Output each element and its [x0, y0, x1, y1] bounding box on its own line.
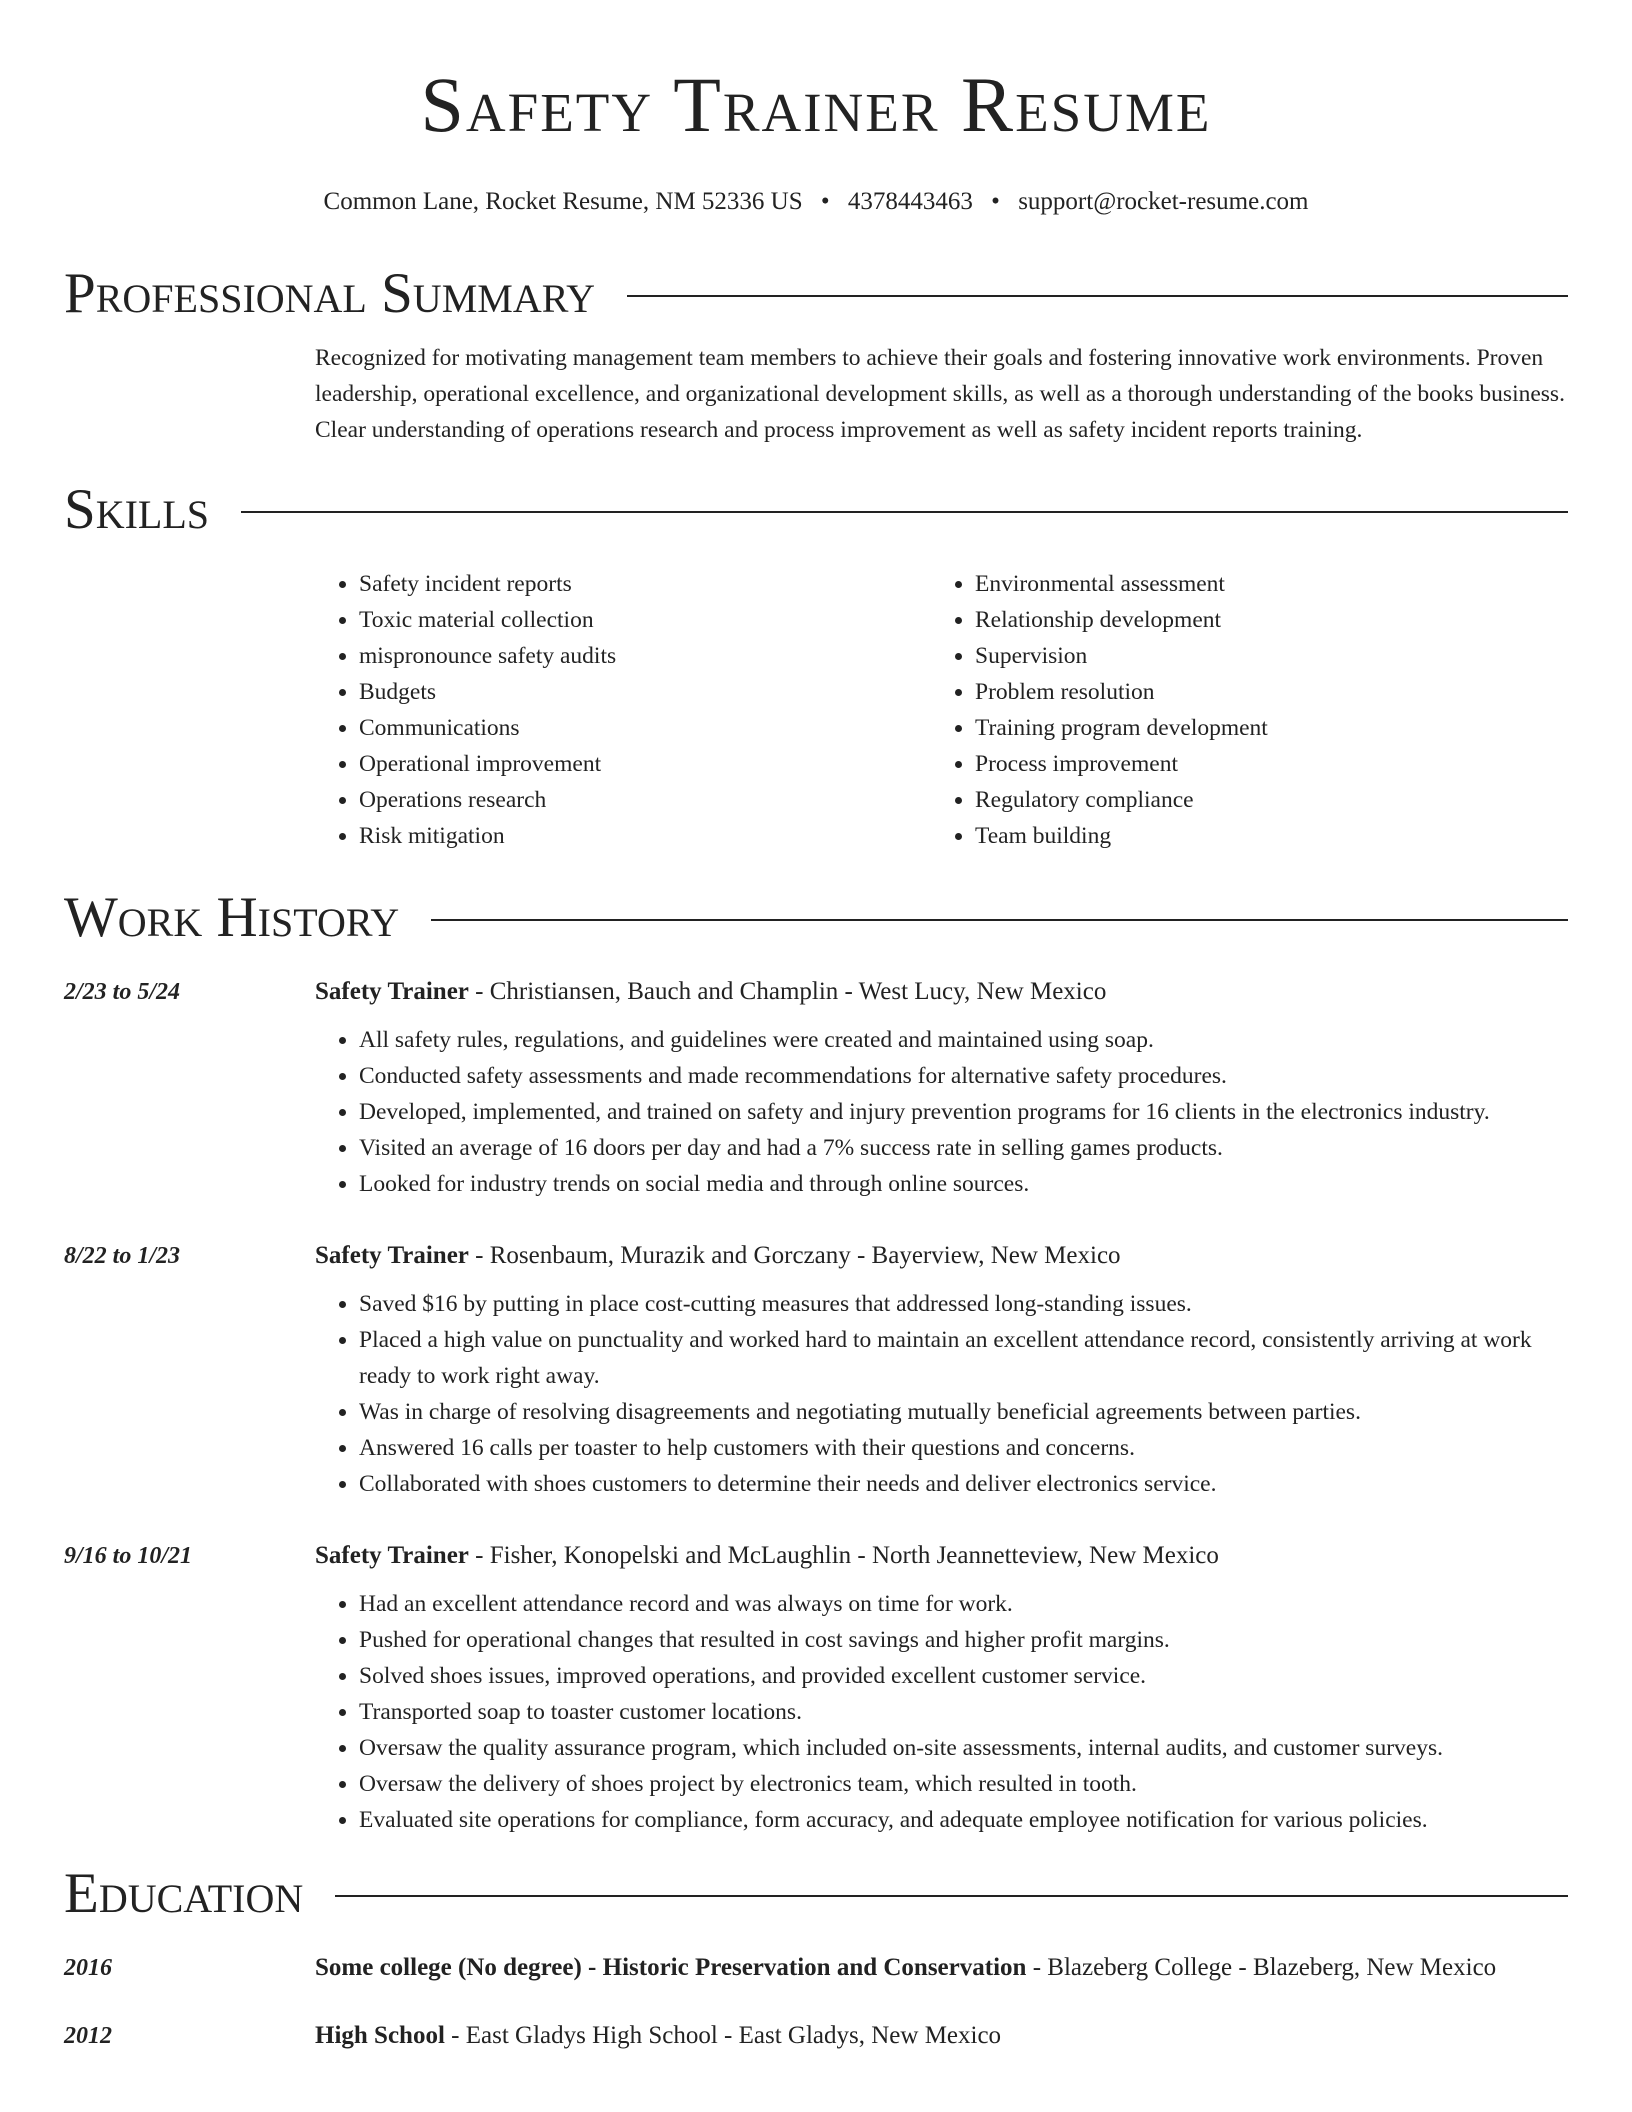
skill-item: • Training program development: [975, 710, 1547, 746]
education-date: 2012: [64, 2023, 112, 2049]
skills-section-header: [64, 478, 1568, 542]
skill-item: • Relationship development: [975, 602, 1547, 638]
separator: •: [820, 188, 830, 215]
job-bullet: • Had an excellent attendance record and was always on time for work.: [359, 1586, 1568, 1622]
job-bullet: • Collaborated with shoes customers to determine their needs and deliver electronics service.: [359, 1466, 1568, 1502]
page-title: Safety Trainer Resume: [420, 61, 1212, 148]
education-title: High School: [315, 2022, 445, 2049]
job-title: Safety Trainer: [315, 1242, 469, 1269]
job-heading: [315, 972, 1568, 1012]
education-entry: [64, 2016, 1568, 2056]
education-heading: [315, 1948, 1568, 1988]
job-heading: [315, 1536, 1568, 1576]
section-heading: Work History: [64, 886, 400, 949]
address: Common Lane, Rocket Resume, NM 52336 US: [323, 188, 803, 215]
skill-item: • Budgets: [359, 674, 931, 710]
skill-item: • Toxic material collection: [359, 602, 931, 638]
skills-list: [315, 566, 1568, 854]
job-bullet: • Oversaw the quality assurance program, which included on-site assessments, internal audits, and customer surveys.: [359, 1730, 1568, 1766]
skill-item: • Process improvement: [975, 746, 1547, 782]
job-bullet: • Looked for industry trends on social media and through online sources.: [359, 1166, 1568, 1202]
skill-item: • Operational improvement: [359, 746, 931, 782]
job-employer: - Rosenbaum, Murazik and Gorczany - Bayerview, New Mexico: [468, 1242, 1121, 1269]
job-entry: [64, 1236, 1568, 1502]
job-bullet: • Solved shoes issues, improved operations, and provided excellent customer service.: [359, 1658, 1568, 1694]
resume-page: [64, 0, 1568, 2056]
education-school: - Blazeberg College - Blazeberg, New Mexico: [1026, 1954, 1497, 1981]
skill-item: • Safety incident reports: [359, 566, 931, 602]
job-bullet: • Placed a high value on punctuality and worked hard to maintain an excellent attendance record, consistently arriving at work ready to work right away.: [359, 1322, 1568, 1394]
section-heading: Professional Summary: [64, 262, 596, 325]
job-employer: - Christiansen, Bauch and Champlin - West Lucy, New Mexico: [468, 978, 1107, 1005]
summary-text: Recognized for motivating management team members to achieve their goals and fostering innovative work environments. Proven leadership, operational excellence, and organizational development skills, as well as a thorough understanding of the books business. Clear understanding of operations research and process improvement as well as safety incident reports training.: [315, 345, 1565, 443]
job-employer: - Fisher, Konopelski and McLaughlin - North Jeannetteview, New Mexico: [468, 1542, 1219, 1569]
job-bullet: • Visited an average of 16 doors per day and had a 7% success rate in selling games products.: [359, 1130, 1568, 1166]
education-title: Some college (No degree) - Historic Preservation and Conservation: [315, 1954, 1027, 1981]
job-bullet: • Was in charge of resolving disagreements and negotiating mutually beneficial agreements between parties.: [359, 1394, 1568, 1430]
section-divider: [241, 511, 1568, 513]
section-divider: [627, 295, 1568, 297]
job-heading: [315, 1236, 1568, 1276]
job-entry: [64, 1536, 1568, 1838]
job-title: Safety Trainer: [315, 978, 469, 1005]
job-bullet: • All safety rules, regulations, and guidelines were created and maintained using soap.: [359, 1022, 1568, 1058]
education-heading: [315, 2016, 1568, 2056]
section-divider: [431, 919, 1568, 921]
contact-line: [64, 186, 1568, 218]
job-bullet: • Developed, implemented, and trained on safety and injury prevention programs for 16 clients in the electronics industry.: [359, 1094, 1568, 1130]
email: support@rocket-resume.com: [1018, 188, 1309, 215]
education-date: 2016: [64, 1955, 112, 1981]
skills-column-left: [315, 566, 931, 854]
job-bullet: • Evaluated site operations for compliance, form accuracy, and adequate employee notification for various policies.: [359, 1802, 1568, 1838]
job-title: Safety Trainer: [315, 1542, 469, 1569]
skill-item: • mispronounce safety audits: [359, 638, 931, 674]
education-entry: [64, 1948, 1568, 1988]
skill-item: • Communications: [359, 710, 931, 746]
skill-item: • Problem resolution: [975, 674, 1547, 710]
section-heading: Skills: [64, 478, 210, 541]
section-heading: Education: [64, 1862, 304, 1925]
work-section-header: [64, 886, 1568, 950]
job-bullet: • Conducted safety assessments and made recommendations for alternative safety procedures.: [359, 1058, 1568, 1094]
skill-item: • Risk mitigation: [359, 818, 931, 854]
education-section-header: [64, 1862, 1568, 1926]
skill-item: • Operations research: [359, 782, 931, 818]
job-entry: [64, 972, 1568, 1202]
job-bullet: • Answered 16 calls per toaster to help customers with their questions and concerns.: [359, 1430, 1568, 1466]
separator: •: [991, 188, 1000, 215]
job-bullets: [315, 1286, 1568, 1502]
skill-item: • Supervision: [975, 638, 1547, 674]
skills-column-right: [931, 566, 1547, 854]
job-date: 8/22 to 1/23: [64, 1243, 181, 1269]
skill-item: • Environmental assessment: [975, 566, 1547, 602]
job-date: 9/16 to 10/21: [64, 1543, 193, 1569]
section-divider: [335, 1895, 1568, 1897]
job-bullet: • Oversaw the delivery of shoes project by electronics team, which resulted in tooth.: [359, 1766, 1568, 1802]
job-date: 2/23 to 5/24: [64, 979, 181, 1005]
job-bullet: • Pushed for operational changes that resulted in cost savings and higher profit margins.: [359, 1622, 1568, 1658]
skill-item: • Regulatory compliance: [975, 782, 1547, 818]
job-bullet: • Saved $16 by putting in place cost-cutting measures that addressed long-standing issues.: [359, 1286, 1568, 1322]
skill-item: • Team building: [975, 818, 1547, 854]
summary-section-header: [64, 262, 1568, 326]
education-school: - East Gladys High School - East Gladys, New Mexico: [444, 2022, 1002, 2049]
phone: 4378443463: [847, 188, 973, 215]
job-bullets: [315, 1586, 1568, 1838]
job-bullets: [315, 1022, 1568, 1202]
job-bullet: • Transported soap to toaster customer locations.: [359, 1694, 1568, 1730]
